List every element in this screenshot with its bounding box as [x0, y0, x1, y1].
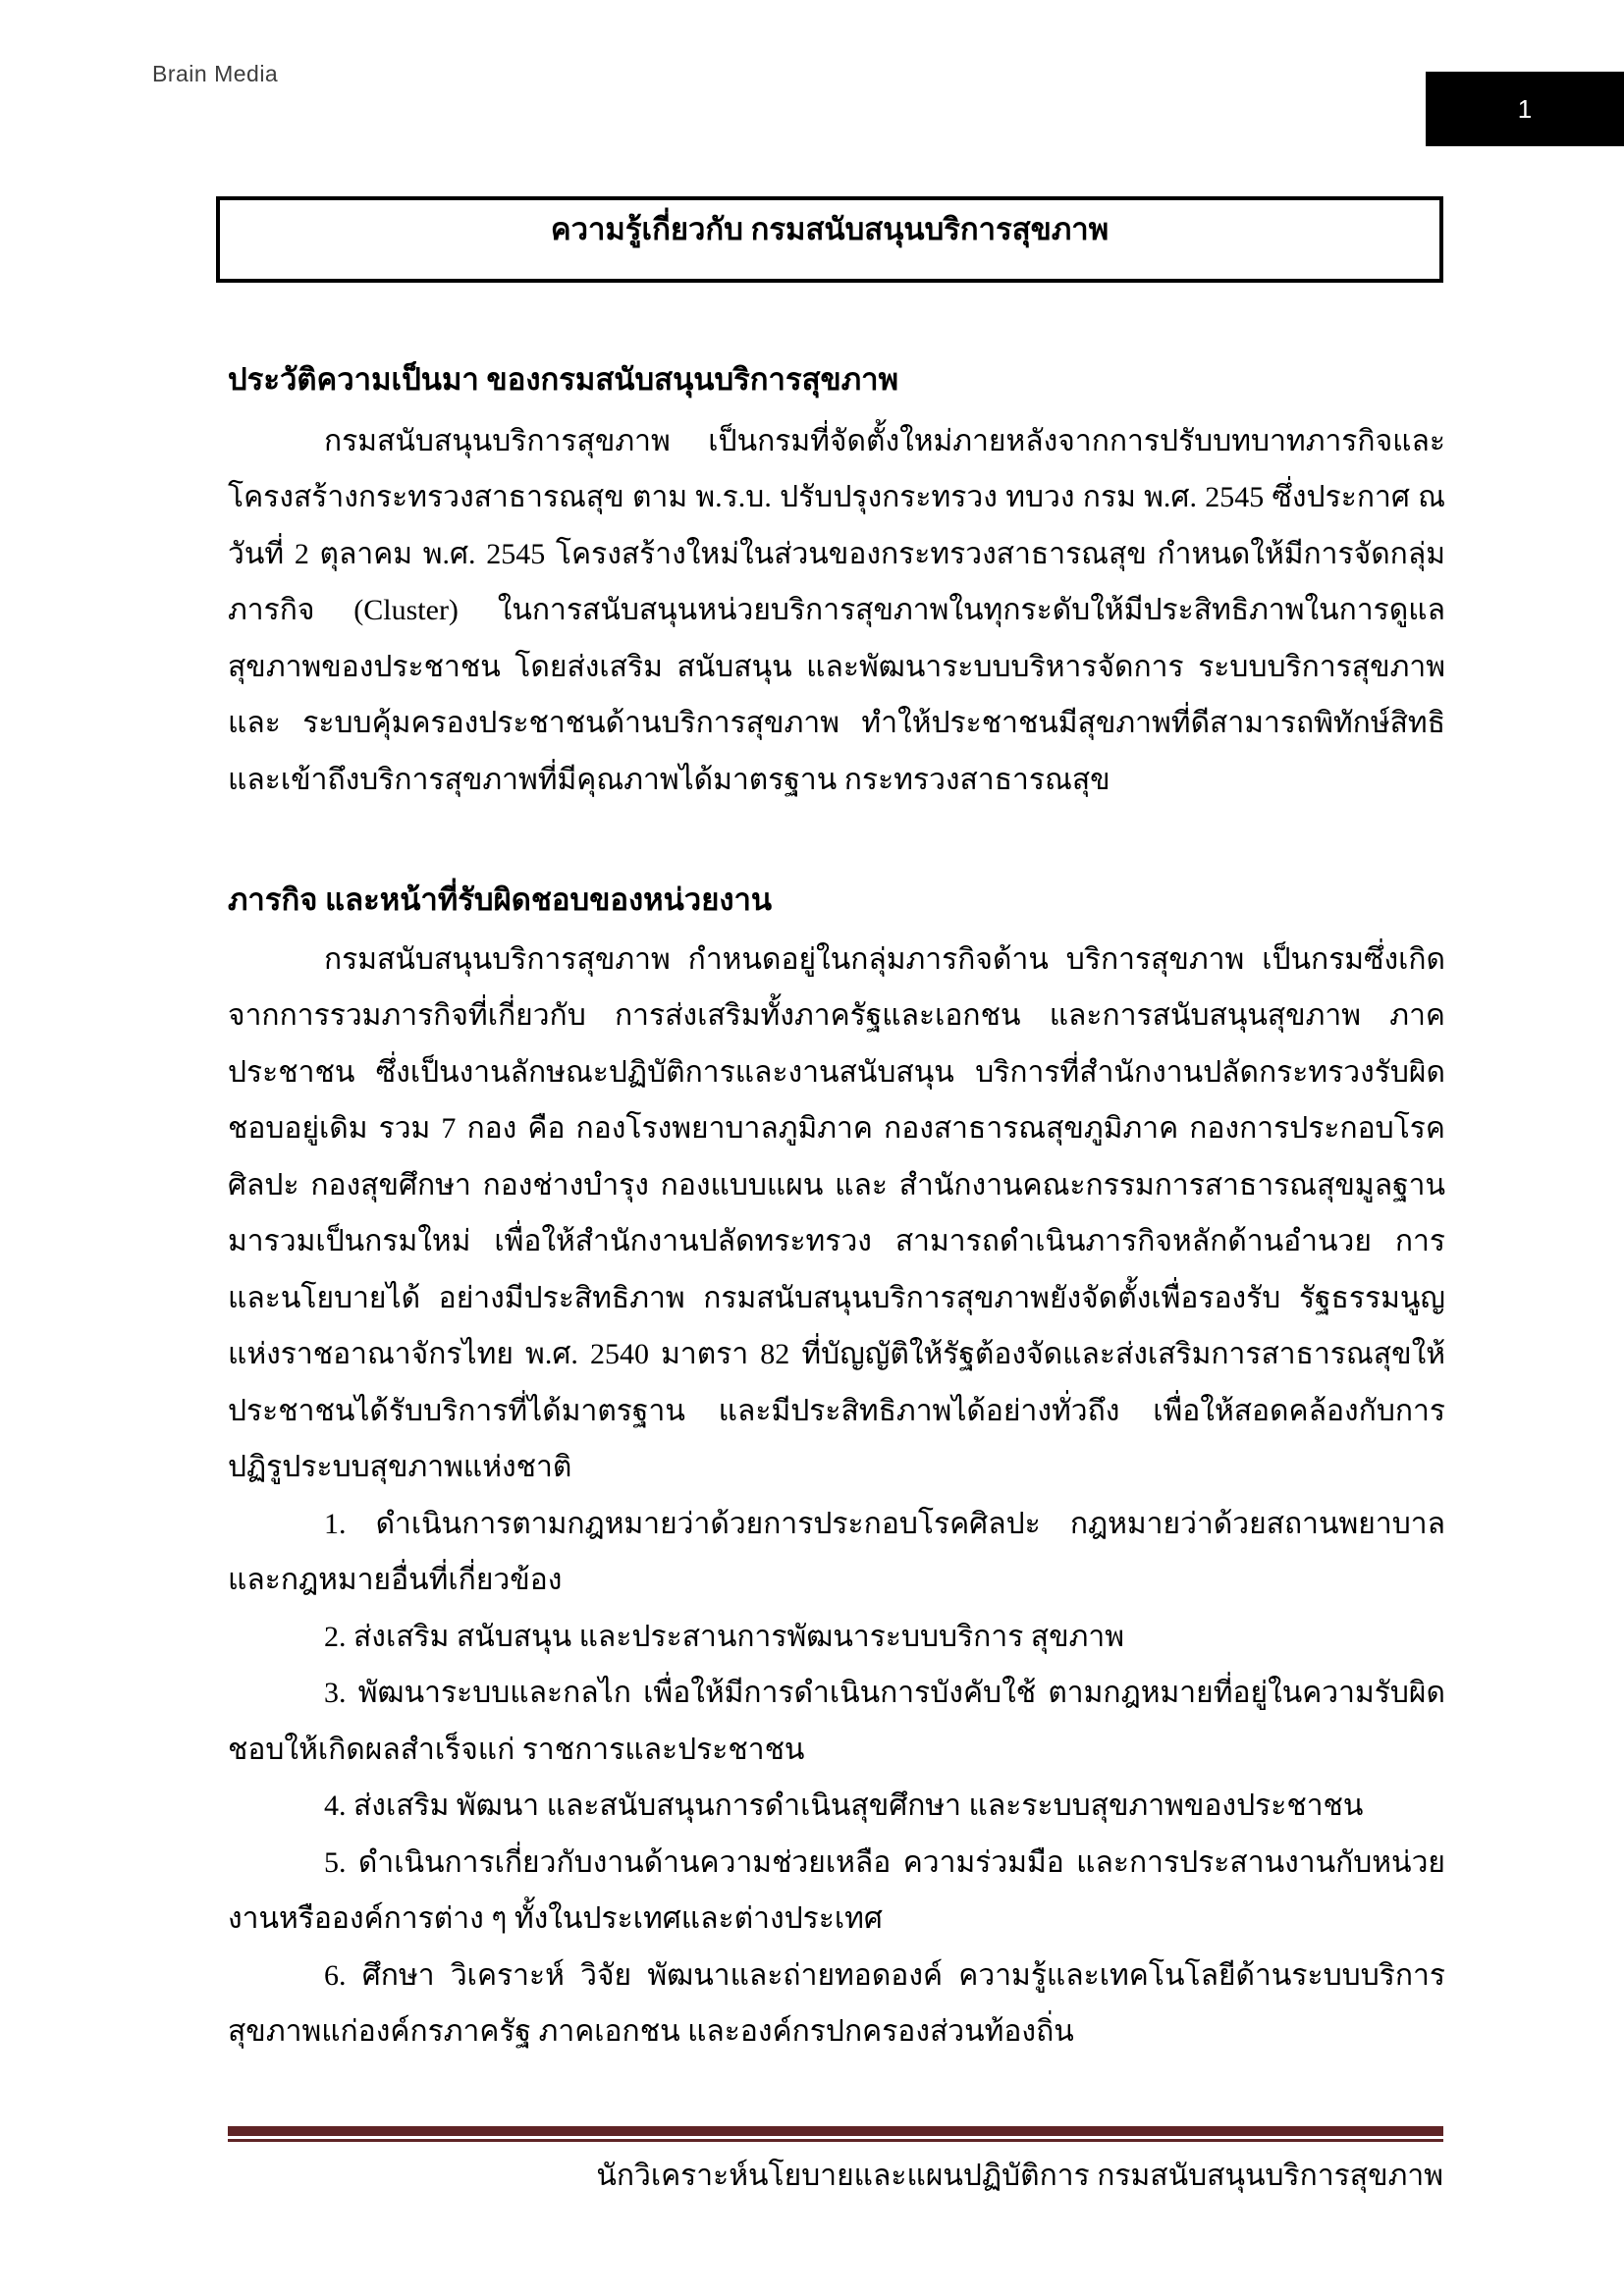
mission-item-3: 3. พัฒนาระบบและกลไก เพื่อให้มีการดำเนินการบังคับใช้ ตามกฎหมายที่อยู่ในความรับผิดชอบให้เกิดผลสำเร็จแก่ ราชการและประชาชน [228, 1677, 1445, 1766]
page-number: 1 [1517, 93, 1533, 124]
mission-paragraph: กรมสนับสนุนบริการสุขภาพ กำหนดอยู่ในกลุ่มภารกิจด้าน บริการสุขภาพ เป็นกรมซึ่งเกิดจากการรวมภารกิจที่เกี่ยวกับ การส่งเสริมทั้งภาครัฐและเอกชน และการสนับสนุนสุขภาพ ภาคประชาชน ซึ่งเป็นงานลักษณะปฏิบัติการและงานสนับสนุน บริการที่สำนักงานปลัดกระทรวงรับผิดชอบอยู่เดิม รวม 7 กอง คือ กองโรงพยาบาลภูมิภาค กองสาธารณสุขภูมิภาค กองการประกอบโรคศิลปะ กองสุขศึกษา กองช่างบำรุง กองแบบแผน และ สำนักงานคณะกรรมการสาธารณสุขมูลฐาน มารวมเป็นกรมใหม่ เพื่อให้สำนักงานปลัดทระทรวง สามารถดำเนินภารกิจหลักด้านอำนวย การและนโยบายได้ อย่างมีประสิทธิภาพ กรมสนับสนุนบริการสุขภาพยังจัดตั้งเพื่อรองรับ รัฐธรรมนูญแห่งราชอาณาจักรไทย พ.ศ. 2540 มาตรา 82 ที่บัญญัติให้รัฐต้องจัดและส่งเสริมการสาธารณสุขให้ ประชาชนได้รับบริการที่ได้มาตรฐาน และมีประสิทธิภาพได้อย่างทั่วถึง เพื่อให้สอดคล้องกับการปฏิรูประบบสุขภาพแห่งชาติ [228, 942, 1445, 1483]
mission-item-5: 5. ดำเนินการเกี่ยวกับงานด้านความช่วยเหลือ ความร่วมมือ และการประสานงานกับหน่วยงานหรือองค์การต่าง ๆ ทั้งในประเทศและต่างประเทศ [228, 1845, 1445, 1935]
page-number-box [1426, 72, 1624, 146]
mission-item-1: 1. ดำเนินการตามกฎหมายว่าด้วยการประกอบโรคศิลปะ กฎหมายว่าด้วยสถานพยาบาลและกฎหมายอื่นที่เกี่ยวข้อง [228, 1507, 1445, 1596]
footer-rule-thick [228, 2126, 1443, 2136]
document-title: ความรู้เกี่ยวกับ กรมสนับสนุนบริการสุขภาพ [550, 212, 1110, 246]
section-heading-history: ประวัติความเป็นมา ของกรมสนับสนุนบริการสุขภาพ [228, 362, 898, 397]
history-paragraph: กรมสนับสนุนบริการสุขภาพ เป็นกรมที่จัดตั้งใหม่ภายหลังจากการปรับบทบาทภารกิจและโครงสร้างกระทรวงสาธารณสุข ตาม พ.ร.บ. ปรับปรุงกระทรวง ทบวง กรม พ.ศ. 2545 ซึ่งประกาศ ณ วันที่ 2 ตุลาคม พ.ศ. 2545 โครงสร้างใหม่ในส่วนของกระทรวงสาธารณสุข กำหนดให้มีการจัดกลุ่มภารกิจ (Cluster) ในการสนับสนุนหน่วยบริการสุขภาพในทุกระดับให้มีประสิทธิภาพในการดูแลสุขภาพของประชาชน โดยส่งเสริม สนับสนุน และพัฒนาระบบบริหารจัดการ ระบบบริการสุขภาพ และ ระบบคุ้มครองประชาชนด้านบริการสุขภาพ ทำให้ประชาชนมีสุขภาพที่ดีสามารถพิทักษ์สิทธิ และเข้าถึงบริการสุขภาพที่มีคุณภาพได้มาตรฐาน กระทรวงสาธารณสุข [228, 424, 1445, 796]
mission-item-4: 4. ส่งเสริม พัฒนา และสนับสนุนการดำเนินสุขศึกษา และระบบสุขภาพของประชาชน [324, 1789, 1364, 1822]
header-brand: Brain Media [152, 61, 279, 86]
section-heading-mission: ภารกิจ และหน้าที่รับผิดชอบของหน่วยงาน [228, 882, 773, 917]
footer-text: นักวิเคราะห์นโยบายและแผนปฏิบัติการ กรมสนับสนุนบริการสุขภาพ [596, 2160, 1443, 2192]
document-body [228, 351, 1445, 2060]
footer-rule-thin [228, 2139, 1443, 2142]
mission-item-6: 6. ศึกษา วิเคราะห์ วิจัย พัฒนาและถ่ายทอดองค์ ความรู้และเทคโนโลยีด้านระบบบริการสุขภาพแก่องค์กรภาครัฐ ภาคเอกชน และองค์กรปกครองส่วนท้องถิ่น [228, 1958, 1445, 2048]
document-title-box [216, 196, 1443, 283]
mission-item-2: 2. ส่งเสริม สนับสนุน และประสานการพัฒนาระบบบริการ สุขภาพ [324, 1620, 1125, 1653]
